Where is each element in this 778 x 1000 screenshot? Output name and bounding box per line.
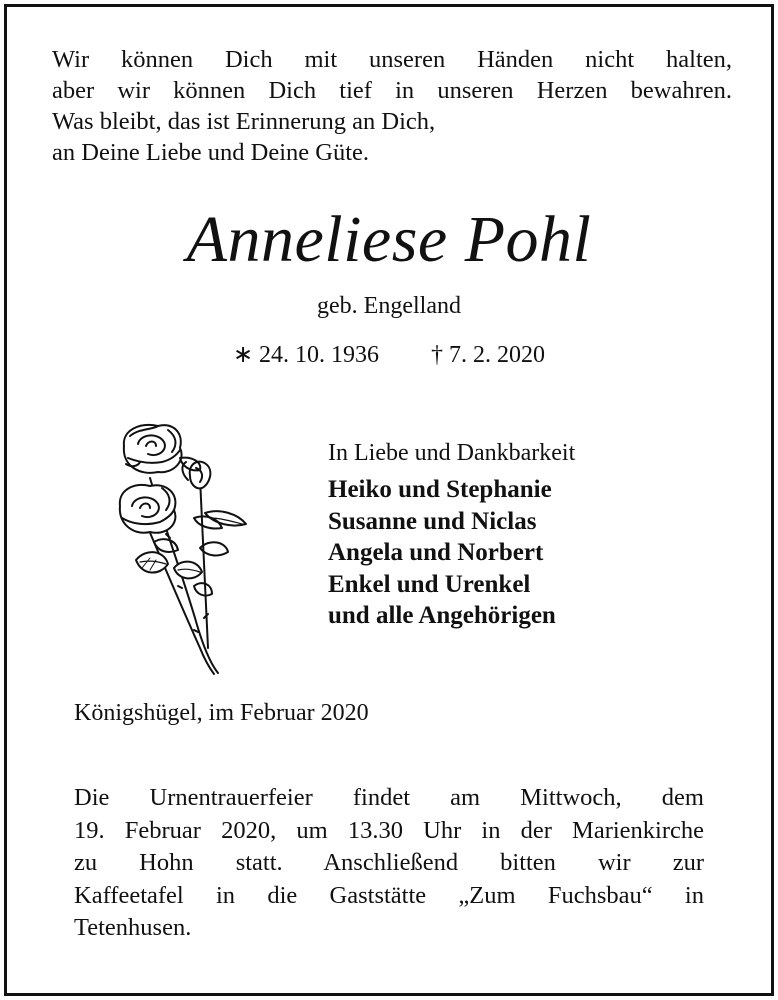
notice-line: Tetenhusen. — [74, 914, 192, 941]
mourner-name: und alle Angehörigen — [328, 602, 556, 629]
life-dates — [0, 340, 778, 369]
birth-date: ∗ 24. 10. 1936 — [232, 342, 380, 368]
notice-line: zu Hohn statt. Anschließend bitten wir zur — [74, 849, 704, 876]
mourner-name: Angela und Norbert — [328, 539, 544, 566]
poem-line: aber wir können Dich tief in unseren Herzen bewahren. — [52, 77, 732, 104]
birth-name: geb. Engelland — [317, 293, 461, 319]
mourners-intro: In Liebe und Dankbarkeit — [328, 440, 576, 466]
poem-line: an Deine Liebe und Deine Güte. — [52, 139, 370, 166]
poem-line: Wir können Dich mit unseren Händen nicht halten, — [52, 46, 732, 73]
mourners — [328, 436, 575, 632]
place-date: Königshügel, im Februar 2020 — [74, 700, 369, 726]
mourner-name: Enkel und Urenkel — [328, 570, 531, 598]
poem-line: Was bleibt, das ist Erinnerung an Dich, — [52, 108, 436, 135]
notice-line: 19. Februar 2020, um 13.30 Uhr in der Marienkirche — [74, 816, 704, 844]
funeral-notice — [74, 782, 704, 945]
mourner-name: Susanne und Niclas — [328, 507, 537, 535]
rose-icon — [110, 418, 260, 680]
poem — [52, 44, 732, 168]
mourner-name: Heiko und Stephanie — [328, 476, 552, 503]
notice-line: Die Urnentrauerfeier findet am Mittwoch, dem — [74, 784, 704, 811]
deceased-name: Anneliese Pohl — [186, 203, 592, 276]
notice-line: Kaffeetafel in die Gaststätte „Zum Fuchsbau“ in — [74, 881, 704, 909]
death-date: † 7. 2. 2020 — [431, 342, 546, 368]
